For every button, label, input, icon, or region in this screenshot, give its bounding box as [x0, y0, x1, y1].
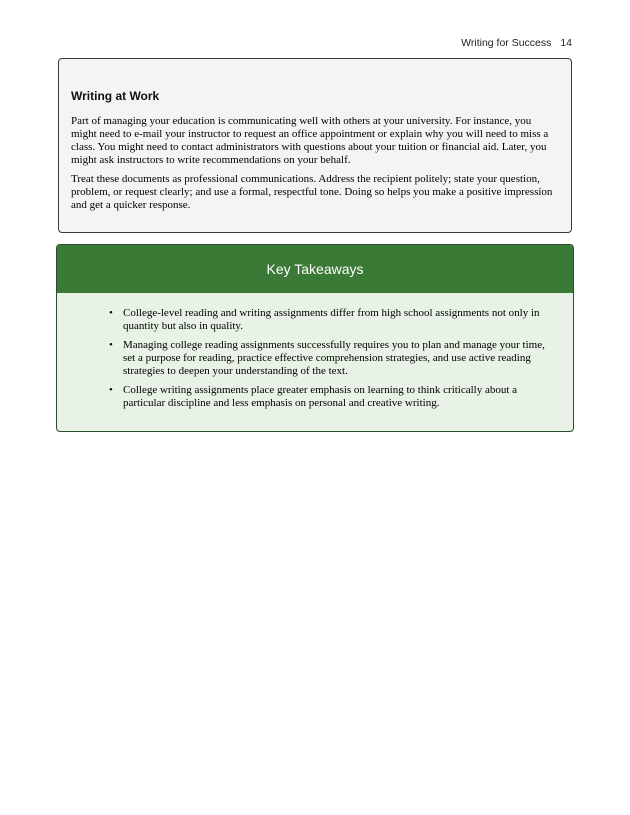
- writing-at-work-paragraph: Part of managing your education is communicating well with others at your university. For instance, you might need to e-mail your instructor to request an office appointment or explain why you will need to miss a class. You might need to contact administrators with questions about your tuition or financial aid. Later, you might ask instructors to write recommendations on your behalf.: [71, 115, 549, 166]
- key-takeaways-heading: Key Takeaways: [266, 261, 364, 277]
- list-item-text: College writing assignments place greater emphasis on learning to think critically about a particular discipline and less emphasis on personal and creative writing.: [123, 384, 518, 409]
- list-item: [109, 339, 553, 378]
- writing-at-work-heading: Writing at Work: [71, 89, 160, 103]
- key-takeaways-list: [57, 293, 573, 410]
- bullet-icon: •: [109, 307, 113, 319]
- list-item: [109, 307, 553, 333]
- writing-at-work-paragraph: Treat these documents as professional communications. Address the recipient politely; state your question, problem, or request clearly; and use a formal, respectful tone. Doing so helps you make a positive impression and get a quicker response.: [71, 173, 553, 211]
- key-takeaways-header: [57, 245, 573, 293]
- page-number: 14: [560, 37, 572, 49]
- key-takeaways-box: [56, 244, 574, 432]
- list-item-text: Managing college reading assignments successfully requires you to plan and manage your time, set a purpose for reading, practice effective comprehension strategies, and use active reading strategies to deepen your understanding of the text.: [123, 339, 545, 377]
- running-head: [461, 37, 572, 49]
- bullet-icon: •: [109, 339, 113, 351]
- list-item: [109, 384, 553, 410]
- list-item-text: College-level reading and writing assignments differ from high school assignments not only in quantity but also in quality.: [123, 307, 540, 332]
- bullet-icon: •: [109, 384, 113, 396]
- running-head-title: Writing for Success: [461, 37, 552, 49]
- writing-at-work-box: [58, 58, 572, 233]
